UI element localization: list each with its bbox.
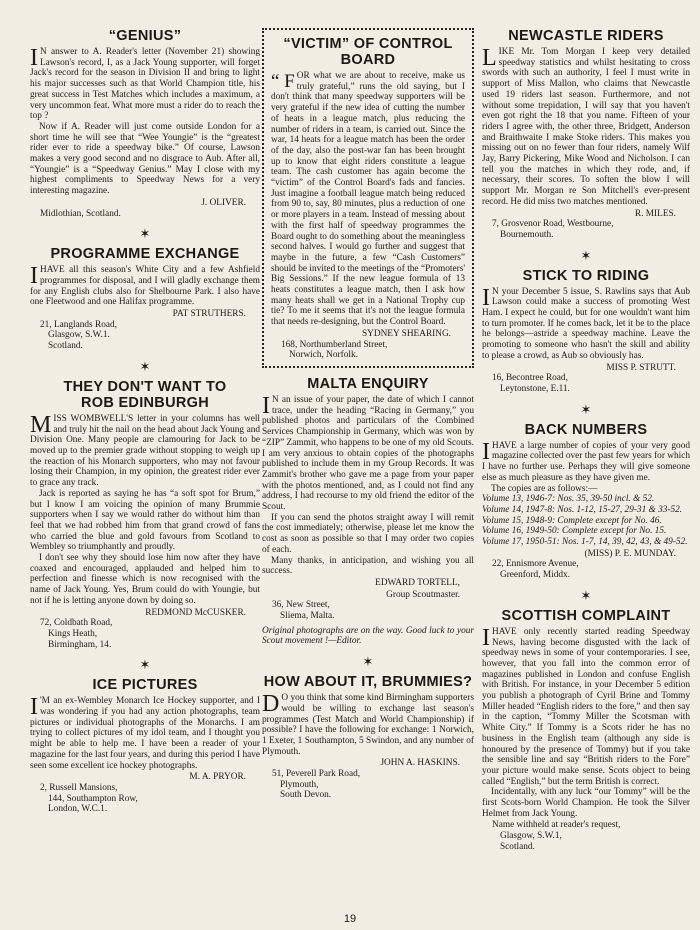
letter-body — [262, 693, 474, 757]
list-item: Volume 16, 1949-50: Complete except for No. 15. — [482, 526, 667, 537]
title-line: “VICTIM” OF CONTROL — [283, 36, 453, 52]
letter-address — [271, 340, 465, 361]
star-divider-icon: ✶ — [139, 358, 151, 374]
star-divider-icon: ✶ — [139, 226, 151, 242]
letter-body: Jack is reported as saying he has “a soft spot for Brum,” but I know I am voicing the opinion of many Brummie supporters when I say we would rather do without him than feel that we had robbed him from that grand crowd of fans who carried the blue and gold favours from Scotland to Wembley so triumphantly and proudly. — [30, 488, 260, 553]
letter-title-scottish: SCOTTISH COMPLAINT — [501, 607, 671, 624]
address-line: Name withheld at reader's request, — [492, 820, 621, 831]
letter-signature: PAT STRUTHERS. — [172, 309, 246, 320]
drop-cap: I — [30, 263, 38, 290]
title-line: BOARD — [340, 52, 396, 68]
drop-cap: I — [482, 284, 490, 311]
column-middle — [262, 28, 474, 801]
drop-cap: D — [262, 691, 280, 718]
letter-signature: MISS P. STRUTT. — [606, 362, 676, 373]
address-line: 144, Southampton Row, — [48, 793, 138, 804]
page-number: 19 — [343, 913, 357, 925]
list-item: Volume 15, 1948-9: Complete except for No. 46. — [482, 515, 662, 526]
letter-body — [482, 284, 690, 362]
letter-title-genius: “GENIUS” — [108, 28, 182, 44]
address-line: 168, Northumberland Street, — [281, 339, 388, 350]
address-line: Norwich, Norfolk. — [289, 350, 358, 361]
address-line: 51, Peverell Park Road, — [272, 769, 361, 780]
address-line: 72, Coldbath Road, — [40, 618, 113, 629]
letter-signature: EDWARD TORTELL, — [375, 577, 460, 588]
paragraph-text: IKE Mr. Tom Morgan I keep very detailed speedway statistics and whilst hesitating to cross swords with such an authority, I feel I must write in support of Miss Mallon, who claims that Newcastle used 19 riders last season. Furthermore, and not without some trepidation, I will say that you haven't even got right the 18 that you name. Fifteen of your riders I agree with, the other three, Bridgett, Anderson and Braithwaite I make Stoke riders. This makes you missing out on no fewer than four riders, namely Wilf Jay, Barry Pickering, Mike Wood and Nicholson. I can tell you the matches in which they rode, and, if necessary, their scores. To soften the blow I will support Mr. Morgan re Son Mitchell's ever-present record. He did miss two matches mentioned. — [482, 47, 690, 207]
letter-body: Many thanks, in anticipation, and wishing you all success. — [262, 555, 474, 577]
address-line: Greenford, Middx. — [500, 570, 570, 581]
address-line: Birmingham, 14. — [48, 639, 112, 650]
paragraph-text: OR what we are about to receive, make us truly grateful,” runs the old saying, but I don't think that many speedway supporters will be very grateful if the new idea of cutting the number of heats in a league match, plus reducing the number of riders in a team, is carried out. Since the war, 14 heats for a league match has been the order of the day, also the post-war fan has been brought up to know that eight riders constitute a league team. The cash customer has again become the “victim” of the Control Board's fads and fancies. Just imagine a football league match being reduced from 90 to, say, 80 minutes, plus a reduction of one or more players in a team. Instead of messing about with the first half of speedway programmes the Board ought to do something about the meaningless second halves. I would go further and suggest that maybe in the future, a few “Cash Customers” should be invited to the meetings of the “Promoters' Big Sessions.” If the new league formula of 13 heats constitutes a league match, then I ask how many heats shall we get in a National Trophy cup tie? To me it seems that it's not the league formula that needs re-designing, but the Control Board. — [271, 71, 465, 328]
address-line: Sliema, Malta. — [280, 611, 335, 622]
list-item: Volume 17, 1950-51: Nos. 1-7, 14, 39, 42, 43, & 49-52. — [482, 537, 688, 548]
letter-title-malta: MALTA ENQUIRY — [307, 375, 429, 392]
volume-list — [482, 494, 690, 548]
column-right — [482, 28, 690, 853]
letter-title-ice: ICE PICTURES — [92, 677, 198, 694]
address-line: Glasgow, S.W.1, — [500, 831, 562, 842]
drop-cap: M — [30, 411, 52, 438]
drop-cap: I — [482, 438, 490, 465]
drop-cap: I — [262, 392, 270, 419]
editor-note: Original photographs are on the way. Good luck to your Scout movement !—Editor. — [262, 625, 474, 647]
address-line: Leytonstone, E.11. — [500, 383, 570, 394]
drop-cap: I — [30, 45, 38, 71]
letter-body — [30, 696, 260, 771]
star-divider-icon: ✶ — [362, 654, 374, 670]
address-line: London, W.C.1. — [48, 804, 108, 815]
paragraph-text: HAVE all this season's White City and a few Ashfield programmes for disposal, and I will gladly exchange them for any English clubs also for Shelbourne Park. I also have one Fleetwood and one Halifax programme. — [30, 265, 260, 308]
letter-address — [262, 600, 474, 621]
paragraph-text: 'M an ex-Wembley Monarch Ice Hockey supporter, and I was wondering if you had any action photographs, team pictures or individual photographs of the Monarchs. I am trying to collect pictures of my idol team, and I thought you might be able to help me. I have been a reader of your magazine for the last four years, and during this period I have seen some excellent ice hockey photographs. — [30, 696, 260, 771]
paragraph-text: HAVE only recently started reading Speedway News, having become disgusted with the lack of speedway news in some of your contemporaries. I see, however, that you fall into the common error of magazines published in London and confuse English with British. For instance, in your December 5 edition you publish a photograph of Cyril Brine and Tommy Miller headed “English riders to the fore,” and then say in the caption, “Tommy Miller the Scotsman with White City.” If Tommy is a Scots rider he has no business in the English team (although any side is honoured by the presence of Tommy) but if you take the sensible line and say “British riders to the Fore” your picture would make sense. Scots object to being called “English,” but the term British is correct. — [482, 626, 690, 787]
letter-signature: (MISS) P. E. MUNDAY. — [584, 548, 676, 559]
address-line: 36, New Street, — [272, 600, 330, 611]
letter-address — [482, 373, 690, 394]
address-line: 7, Grosvenor Road, Westbourne, — [492, 219, 614, 230]
letter-body — [262, 392, 474, 513]
address-line: Midlothian, Scotland. — [40, 208, 121, 219]
letter-title-brummies: HOW ABOUT IT, BRUMMIES? — [263, 674, 473, 691]
letter-body: I don't see why they should lose him now after they have coaxed and encouraged, applauded and helped him to perfection and finesse which is now recognised with the name of Jack Young. Yes, Brum could do with Youngie, but not if he is letting anyone down by doing so. — [30, 553, 260, 606]
letter-body — [30, 265, 260, 308]
address-line: 16, Becontree Road, — [492, 373, 568, 384]
star-divider-icon: ✶ — [580, 587, 592, 603]
star-divider-icon: ✶ — [139, 657, 151, 673]
letter-title-newcastle: NEWCASTLE RIDERS — [508, 28, 664, 44]
letter-address — [30, 209, 260, 220]
letter-body — [30, 411, 260, 489]
star-divider-icon: ✶ — [580, 247, 592, 263]
letter-body: If you can send the photos straight away I will remit the cost immediately; otherwise, please let me know the cost as soon as possible so that I may order two copies of each. — [262, 512, 474, 555]
list-item: Volume 14, 1947-8: Nos. 1-12, 15-27, 29-31 & 33-52. — [482, 504, 683, 515]
address-line: 21, Langlands Road, — [40, 319, 117, 330]
star-divider-icon: ✶ — [580, 401, 592, 417]
letter-title-rob — [30, 379, 260, 411]
letter-address — [30, 320, 260, 352]
title-line: ROB EDINBURGH — [81, 394, 209, 411]
address-line: Plymouth, — [280, 779, 319, 790]
letter-body — [482, 438, 690, 484]
title-line: THEY DON'T WANT TO — [63, 378, 227, 395]
boxed-letter — [262, 28, 474, 368]
address-line: Glasgow, S.W.1. — [48, 330, 110, 341]
letter-address — [30, 783, 260, 815]
letter-title-stick: STICK TO RIDING — [522, 267, 650, 284]
letter-signature: R. MILES. — [634, 208, 676, 219]
column-left — [30, 28, 260, 815]
drop-cap: L — [482, 45, 497, 71]
letter-address — [482, 559, 690, 580]
address-line: 2, Russell Mansions, — [40, 782, 118, 793]
drop-cap: “ F — [271, 71, 295, 92]
letter-signature: SYDNEY SHEARING. — [361, 328, 451, 339]
letter-address — [262, 769, 474, 801]
address-line: Scotland. — [500, 841, 535, 852]
letter-body: The copies are as follows:— — [491, 483, 598, 494]
letter-signature: REDMOND McCUSKER. — [145, 607, 246, 618]
letter-body — [30, 47, 260, 122]
letter-body: Now if A. Reader will just come outside London for a short time he will see that “Wee Youngie” is the “greatest rider ever to ride a speedway bike.” Of course, Lawson makes a very good second and no disgrace to Aub. After all, “Youngie” is a “Speedway Genius.” May I close with my highest compliments to Speedway News for a very interesting magazine. — [30, 121, 260, 197]
drop-cap: I — [482, 624, 490, 651]
drop-cap: I — [30, 694, 38, 721]
letter-signature: M. A. PRYOR. — [189, 772, 246, 783]
paragraph-text: ISS WOMBWELL'S letter in your columns has well and truly hit the nail on the head about Jack Young and Division One. Many people are clamouring for Jack to be moved up to the premier grade without stopping to weigh up the reaction of his Monarch supporters, who may not favour losing their Champion, in my opinion, the greatest rider ever to grace any track. — [30, 413, 260, 489]
letter-title-programme: PROGRAMME EXCHANGE — [50, 246, 240, 263]
paragraph-text: O you think that some kind Birmingham supporters would be willing to exchange last season's programmes (Test Match and World Championship) if possible? I have the following for exchange: 1 Norwich, 1 Exeter, 1 Southampton, 5 Swindon, and any number of Plymouth. — [262, 693, 474, 757]
address-line: South Devon. — [280, 790, 332, 801]
letter-body — [271, 71, 465, 328]
letter-signature: J. OLIVER. — [201, 197, 246, 208]
list-item: Volume 13, 1946-7: Nos. 35, 39-50 incl. & 52. — [482, 494, 655, 505]
letter-title-victim — [271, 36, 465, 68]
letter-signature: JOHN A. HASKINS. — [380, 758, 460, 769]
letter-title-back-numbers: BACK NUMBERS — [524, 421, 648, 438]
address-line: 22, Ennismore Avenue, — [492, 559, 579, 570]
address-line: Bournemouth. — [500, 229, 554, 240]
paragraph-text: HAVE a large number of copies of your very good magazine collected over the past few years for which I have no further use. Perhaps they will give someone else as much pleasure as they have given me. — [482, 440, 690, 483]
letter-body — [482, 47, 690, 208]
letter-address — [482, 820, 690, 852]
letter-address — [482, 219, 690, 240]
address-line: Kings Heath, — [48, 628, 98, 639]
letter-address — [30, 618, 260, 650]
address-line: Scotland. — [48, 341, 83, 352]
paragraph-text: N your December 5 issue, S. Rawlins says that Aub Lawson could make a success of promoting West Ham. I expect he could, but for one wouldn't want him to turn promoter. If he comes back, let it be to the place he belongs—astride a speedway machine. Leave the promoting to someone who hasn't the skill and ability to please a crowd, as Aub so obviously has. — [482, 286, 690, 361]
letter-body — [482, 624, 690, 788]
paragraph-text: N answer to A. Reader's letter (November 21) showing Lawson's record, I, as a Jack Young supporter, will forget Jack's record for the season in Division II and bring to light his major successes such as that World Champion title, his great success in Test Matches which includes a maximum, a very uncommon feat. What more must a rider do to reach the top ? — [30, 47, 260, 122]
letter-signature-title: Group Scoutmaster. — [386, 589, 460, 600]
letter-body: Incidentally, with any luck “our Tommy” will be the first Scots-born World Champion. He took the Silver Helmet from Jack Young. — [482, 787, 690, 819]
paragraph-text: N an issue of your paper, the date of which I cannot trace, under the heading “Racing in Germany,” you published photos and particulars of the Combined Services Championship in Germany, which was won by “ZIP” Zammit, who happens to be one of my old Scouts. I am very anxious to obtain copies of the photographs published to include them in my Group Records. It was Zammit's brother who gave me a page from your paper with the photos mentioned, and, as I could not find any address, I had recourse to my old friend the editor of the Scout. — [262, 394, 474, 513]
